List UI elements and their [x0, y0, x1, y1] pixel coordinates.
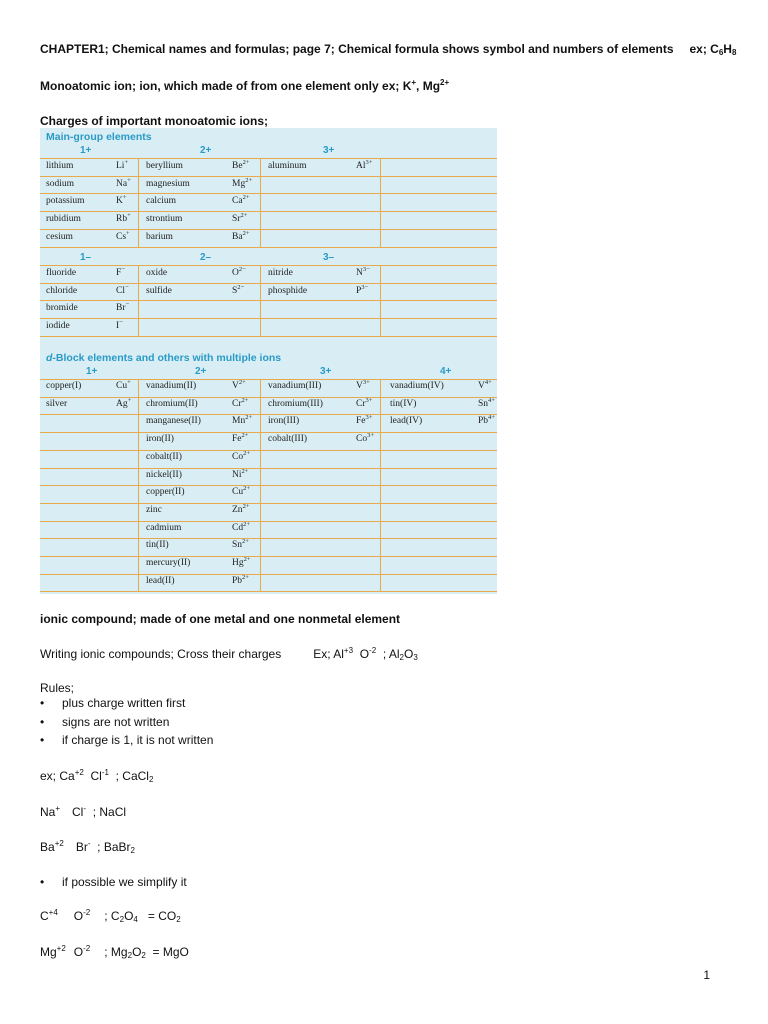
ion-symbol: Cu+ [116, 379, 131, 391]
table-column-rule [260, 379, 261, 591]
table-rule [40, 591, 497, 592]
ion-name: lead(IV) [390, 416, 423, 427]
rules-list [40, 696, 213, 752]
ion-name: cadmium [146, 522, 182, 533]
ion-name: oxide [146, 268, 168, 278]
ion-symbol: $Ba^{2+}$ [232, 229, 250, 242]
ion-symbol: $Cd^{2+}$ [232, 520, 251, 533]
column-head: 1+ [86, 366, 98, 377]
d-block-title: d-Block elements and others with multiple ions [46, 352, 282, 364]
ion-name: chromium(III) [268, 398, 323, 409]
ion-name: potassium [46, 196, 85, 207]
ion-symbol: $Be^{2+}$ [232, 159, 250, 171]
table-column-rule [380, 379, 381, 591]
table-column-rule [138, 379, 139, 591]
table-rule [40, 538, 497, 539]
page-number: 1 [703, 968, 710, 982]
ion-name: sulfide [146, 285, 172, 296]
ion-name: tin(II) [146, 540, 169, 551]
column-head: 2+ [195, 366, 207, 377]
ion-name: calcium [146, 196, 177, 207]
ion-name: nitride [268, 268, 293, 278]
table-rule [40, 450, 497, 451]
ion-symbol: $Pb^{4+}$ [478, 414, 495, 427]
ion-name: iodide [46, 321, 70, 332]
example-babr2: $Ba^{+2}$ Br- ; BaBr$_2$ [40, 839, 135, 855]
ion-name: vanadium(IV) [390, 381, 444, 391]
ionic-compound-definition: ionic compound; made of one metal and one nonmetal element [40, 612, 401, 626]
ion-symbol: $V^{4+}$ [478, 379, 492, 391]
example-nacl: Na+ Cl- ; NaCl [40, 804, 127, 819]
ion-name: manganese(II) [146, 416, 201, 427]
ion-symbol: $Co^{3+}$ [356, 432, 375, 445]
table-rule [40, 414, 497, 415]
column-head: 1+ [80, 145, 92, 156]
column-head: 1– [80, 252, 92, 263]
ion-name: chromium(II) [146, 398, 198, 409]
ion-symbol: $Mg^{2+}$ [232, 176, 253, 189]
ion-name: beryllium [146, 161, 183, 171]
charges-heading: Charges of important monoatomic ions; [40, 114, 269, 128]
ion-symbol: $Pb^{2+}$ [232, 573, 249, 586]
ion-name: lithium [46, 161, 74, 171]
table-rule [40, 158, 497, 159]
writing-ionic-compounds: Writing ionic compounds; Cross their charges Ex; $Al^{+3}$ $O^{-2}$ ; $Al_2O_3$ [40, 646, 418, 662]
table-column-rule [380, 265, 381, 336]
table-rule [40, 193, 497, 194]
table-column-rule [260, 265, 261, 336]
example-formula: ex; $C_6H_8$ [689, 42, 737, 57]
table-rule [40, 485, 497, 486]
table-rule [40, 176, 497, 177]
ion-name: nickel(II) [146, 469, 182, 480]
ion-name: barium [146, 231, 173, 242]
ion-name: sodium [46, 178, 74, 189]
ion-symbol: Br− [116, 301, 130, 314]
ion-name: chloride [46, 285, 78, 296]
table-column-rule [380, 158, 381, 247]
column-head: 4+ [440, 366, 452, 377]
ion-name: bromide [46, 303, 78, 314]
table-rule [40, 265, 497, 266]
ion-symbol: $O^{2-}$ [232, 266, 246, 278]
table-rule [40, 211, 497, 212]
table-rule [40, 300, 497, 301]
ion-symbol: $Fe^{2+}$ [232, 432, 249, 445]
ion-symbol: $Ni^{2+}$ [232, 467, 249, 480]
rule-item: • if possible we simplify it [40, 875, 187, 894]
table-column-rule [138, 265, 139, 336]
ion-name: silver [46, 398, 68, 409]
ion-name: vanadium(II) [146, 381, 197, 391]
ion-symbol: $Fe^{3+}$ [356, 414, 373, 427]
rule-item: • plus charge written first [40, 696, 213, 715]
ion-symbol: $Cr^{3+}$ [356, 396, 373, 409]
ion-symbol: $Cu^{2+}$ [232, 485, 251, 498]
table-rule [40, 521, 497, 522]
chapter-heading-text: CHAPTER1; Chemical names and formulas; page 7; Chemical formula shows symbol and numbers of elements [40, 42, 674, 56]
ion-symbol: Na+ [116, 176, 131, 189]
example-cacl2: ex; $Ca^{+2}$ $Cl^{-1}$ ; CaCl$_2$ [40, 768, 154, 784]
column-head: 3– [323, 252, 335, 263]
table-rule [40, 229, 497, 230]
main-group-title: Main-group elements [46, 131, 152, 143]
ion-symbol: $Ca^{2+}$ [232, 194, 250, 207]
ion-symbol: F− [116, 266, 125, 278]
ion-symbol: $Sn^{4+}$ [478, 396, 495, 409]
ion-name: phosphide [268, 285, 308, 296]
ion-name: cesium [46, 231, 73, 242]
ion-name: copper(I) [46, 381, 82, 391]
ion-name: lead(II) [146, 575, 175, 586]
column-head: 2– [200, 252, 212, 263]
ion-symbol: Cs+ [116, 229, 130, 242]
ion-name: mercury(II) [146, 558, 191, 568]
table-rule [40, 468, 497, 469]
table-rule [40, 503, 497, 504]
ion-name: strontium [146, 214, 183, 225]
table-rule [40, 574, 497, 575]
ion-name: tin(IV) [390, 398, 417, 409]
ion-name: zinc [146, 504, 162, 515]
ion-symbol: $Sr^{2+}$ [232, 212, 248, 225]
rule-item: • if charge is 1, it is not written [40, 733, 213, 752]
table-rule [40, 318, 497, 319]
rule-item: • signs are not written [40, 715, 213, 734]
ion-name: aluminum [268, 161, 307, 171]
ion-symbol: I− [116, 319, 123, 332]
ion-symbol: Li+ [116, 159, 129, 171]
ion-symbol: $Hg^{2+}$ [232, 556, 251, 568]
ion-symbol: $Mn^{2+}$ [232, 414, 253, 427]
chapter-heading [40, 42, 736, 56]
table-rule [40, 283, 497, 284]
ion-name: cobalt(III) [268, 434, 308, 445]
ion-name: cobalt(II) [146, 451, 182, 462]
column-head: 2+ [200, 145, 212, 156]
table-rule [40, 247, 497, 248]
monoatomic-ions-table [40, 128, 497, 594]
ion-symbol: $Zn^{2+}$ [232, 502, 250, 515]
ion-symbol: $Sn^{2+}$ [232, 538, 249, 551]
rules-title: Rules; [40, 681, 75, 695]
example-co2: $C^{+4}$ $O^{-2}$ ; $C_2O_4$ = $CO_2$ [40, 908, 181, 924]
table-rule [40, 432, 497, 433]
ion-name: fluoride [46, 268, 77, 278]
ion-name: magnesium [146, 178, 190, 189]
monoatomic-ion-definition: Monoatomic ion; ion, which made of from one element only ex; K+, $Mg^{2+}$ [40, 78, 450, 93]
ion-symbol: Rb+ [116, 212, 131, 225]
table-column-rule [260, 158, 261, 247]
ion-symbol: $P^{3-}$ [356, 283, 369, 296]
table-rule [40, 556, 497, 557]
ion-name: iron(III) [268, 416, 300, 427]
ion-symbol: Ag+ [116, 396, 132, 409]
table-rule [40, 379, 497, 380]
table-rule [40, 336, 497, 337]
ion-symbol: $N^{3-}$ [356, 266, 370, 278]
column-head: 3+ [323, 145, 335, 156]
ion-name: rubidium [46, 214, 81, 225]
ion-name: vanadium(III) [268, 381, 322, 391]
rules-list-2 [40, 875, 187, 894]
ion-symbol: $Cr^{2+}$ [232, 396, 249, 409]
ion-name: copper(II) [146, 487, 185, 498]
ion-symbol: K+ [116, 194, 127, 207]
ion-symbol: $S^{2-}$ [232, 283, 245, 296]
table-column-rule [138, 158, 139, 247]
ion-symbol: $Co^{2+}$ [232, 449, 251, 462]
ion-symbol: $V^{3+}$ [356, 379, 370, 391]
ion-symbol: $V^{2+}$ [232, 379, 246, 391]
ion-name: iron(II) [146, 434, 174, 445]
example-mgo: $Mg^{+2}$ $O^{-2}$ ; $Mg_2O_2$ = MgO [40, 944, 189, 960]
column-head: 3+ [320, 366, 332, 377]
ion-symbol: Cl− [116, 283, 129, 296]
ion-symbol: $Al^{3+}$ [356, 159, 373, 171]
